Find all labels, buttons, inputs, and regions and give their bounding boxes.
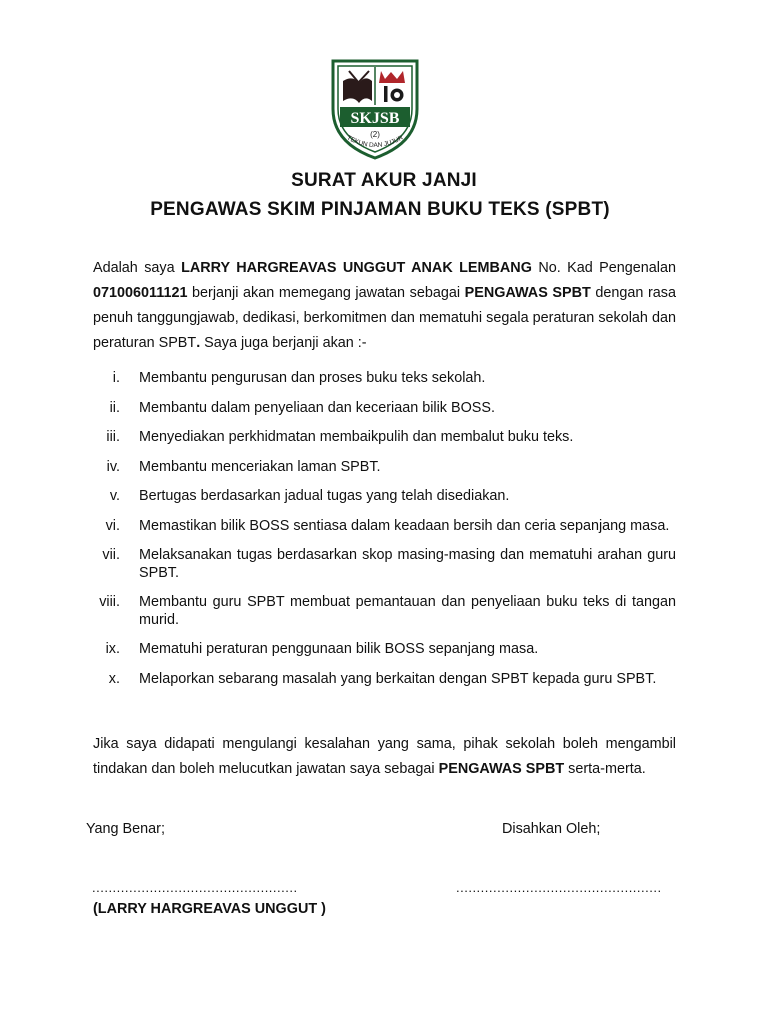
ic-number: 071006011121 <box>93 285 188 301</box>
pledger-name: LARRY HARGREAVAS UNGGUT ANAK LEMBANG <box>181 260 532 276</box>
list-item: vii. Melaksanakan tugas berdasarkan skop masing-masing dan mematuhi arahan guru SPBT. <box>102 547 676 581</box>
list-item: vi. Memastikan bilik BOSS sentiasa dalam keadaan bersih dan ceria sepanjang masa. <box>105 517 670 534</box>
document-title: SURAT AKUR JANJI <box>291 170 477 191</box>
crest-number: (2) <box>370 130 380 139</box>
school-crest-logo <box>329 57 421 161</box>
crest-name: SKJSB <box>350 110 400 127</box>
yang-benar-label: Yang Benar; <box>86 821 165 837</box>
list-item: iii. Menyediakan perkhidmatan membaikpulih dan membalut buku teks. <box>106 429 574 445</box>
list-item: x. Melaporkan sebarang masalah yang berkaitan dengan SPBT kepada guru SPBT. <box>108 670 657 687</box>
signature-line-left: .................................................. <box>92 880 298 895</box>
document-subtitle: PENGAWAS SKIM PINJAMAN BUKU TEKS (SPBT) <box>150 199 610 220</box>
list-item: ii. Membantu dalam penyeliaan dan keceriaan bilik BOSS. <box>109 399 495 416</box>
list-item: v. Bertugas berdasarkan jadual tugas yang telah disediakan. <box>109 488 510 504</box>
signer-name: (LARRY HARGREAVAS UNGGUT ) <box>93 901 326 917</box>
signature-line-right: .................................................. <box>456 880 662 895</box>
list-item: ix. Mematuhi peraturan penggunaan bilik BOSS sepanjang masa. <box>105 641 539 657</box>
list-item: iv. Membantu menceriakan laman SPBT. <box>106 458 381 475</box>
crest-motto: TEKUN DAN JUJUR <box>345 134 405 150</box>
closing-paragraph: Jika saya didapati mengulangi kesalahan yang sama, pihak sekolah boleh mengambil tindakan dan boleh melucutkan jawatan saya sebagai PENGAWAS SPBT serta-merta. <box>93 736 676 777</box>
pledge-list <box>78 370 676 688</box>
closing-role-title: PENGAWAS SPBT <box>438 761 565 777</box>
intro-paragraph: Adalah saya LARRY HARGREAVAS UNGGUT ANAK LEMBANG No. Kad Pengenalan 071006011121 berjanji akan memegang jawatan sebagai PENGAWAS SPBT dengan rasa penuh tanggungjawab, dedikasi, berkomitmen dan mematuhi segala peraturan sekolah dan peraturan SPBT. Saya juga berjanji akan :- <box>93 260 676 351</box>
list-item: viii. Membantu guru SPBT membuat pemantauan dan penyeliaan buku teks di tangan murid. <box>99 594 676 628</box>
list-item: i. Membantu pengurusan dan proses buku teks sekolah. <box>112 370 486 386</box>
role-title: PENGAWAS SPBT <box>464 285 591 301</box>
disahkan-oleh-label: Disahkan Oleh; <box>502 821 601 837</box>
